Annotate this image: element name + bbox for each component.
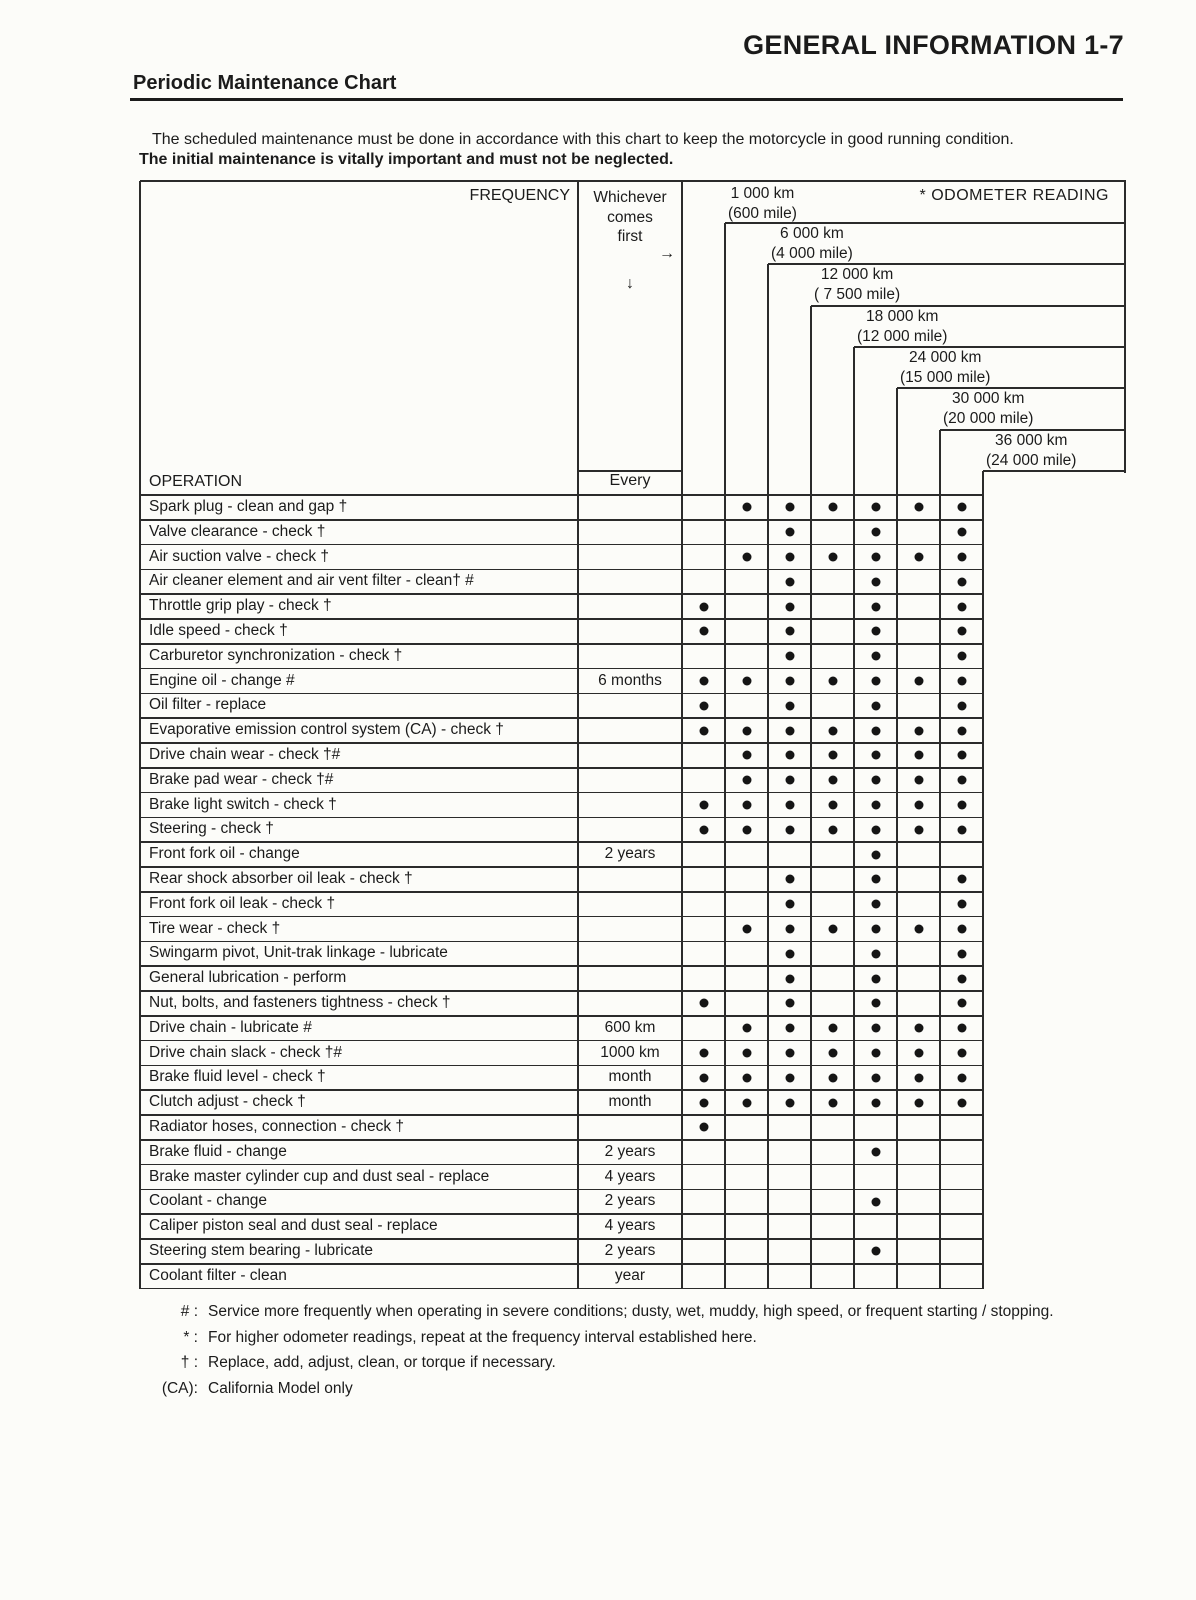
interval-dot	[828, 676, 837, 685]
operation-cell: Steering stem bearing - lubricate	[149, 1242, 374, 1259]
operation-cell: Spark plug - clean and gap †	[149, 498, 348, 515]
table-row	[140, 545, 985, 570]
operation-cell: Drive chain slack - check †#	[149, 1043, 342, 1061]
interval-dot	[828, 1048, 837, 1057]
interval-dot	[742, 800, 751, 809]
grid-line-h	[140, 916, 984, 918]
interval-dot	[871, 949, 880, 958]
grid-line-h	[140, 941, 984, 943]
operation-cell: Rear shock absorber oil leak - check †	[149, 870, 413, 887]
grid-line-h	[140, 990, 984, 992]
interval-mile-label: (4 000 mile)	[771, 244, 853, 262]
grid-line-h	[140, 668, 984, 670]
interval-dot	[914, 825, 923, 834]
interval-dot	[699, 627, 708, 636]
odometer-reading-heading: * ODOMETER READING	[919, 187, 1109, 204]
whichever-line-2: comes	[607, 208, 653, 226]
grid-line-h	[983, 470, 1126, 472]
footnote-text: Replace, add, adjust, clean, or torque if necessary.	[208, 1354, 556, 1371]
table-row	[140, 966, 985, 991]
interval-dot	[785, 1073, 794, 1082]
grid-line-v	[767, 264, 769, 1289]
operation-cell: Front fork oil - change	[149, 845, 300, 863]
grid-line-h	[897, 387, 1126, 389]
interval-dot	[957, 999, 966, 1008]
interval-dot	[957, 949, 966, 958]
interval-mile-label: (600 mile)	[728, 204, 797, 222]
grid-line-h	[140, 693, 984, 695]
footnote	[140, 1376, 1145, 1402]
interval-dot	[699, 800, 708, 809]
interval-dot	[871, 1247, 880, 1256]
interval-km-label: 6 000 km	[780, 225, 844, 242]
interval-km-label: 12 000 km	[820, 266, 894, 283]
interval-dot	[828, 1024, 837, 1033]
interval-dot	[871, 1024, 880, 1033]
table-row	[140, 743, 985, 768]
interval-dot	[828, 552, 837, 561]
section-title: Periodic Maintenance Chart	[133, 72, 397, 94]
interval-dot	[957, 825, 966, 834]
operation-cell: Throttle grip play - check †	[149, 597, 332, 615]
interval-dot	[828, 751, 837, 760]
operation-cell: Air suction valve - check †	[149, 547, 330, 565]
table-row	[140, 619, 985, 644]
operation-cell: Nut, bolts, and fasteners tightness - check †	[149, 994, 451, 1011]
interval-dot	[699, 726, 708, 735]
interval-dot	[828, 1098, 837, 1107]
interval-dot	[957, 1024, 966, 1033]
interval-mile-label: (20 000 mile)	[943, 409, 1034, 427]
operation-cell: Evaporative emission control system (CA) - check †	[149, 721, 504, 739]
table-row	[140, 1165, 985, 1190]
operation-column-label: OPERATION	[149, 473, 243, 490]
grid-line-h	[140, 1213, 984, 1215]
interval-dot	[957, 676, 966, 685]
interval-dot	[914, 552, 923, 561]
grid-line-h	[140, 1065, 984, 1067]
footnote-text: California Model only	[208, 1379, 353, 1397]
interval-dot	[742, 1048, 751, 1057]
interval-dot	[828, 924, 837, 933]
table-row	[140, 1115, 985, 1140]
page-header-title: GENERAL INFORMATION 1-7	[743, 30, 1124, 60]
grid-line-h	[140, 965, 984, 967]
interval-dot	[785, 552, 794, 561]
interval-dot	[699, 676, 708, 685]
footnote-marker: # :	[180, 1303, 198, 1320]
interval-dot	[871, 627, 880, 636]
interval-dot	[914, 676, 923, 685]
interval-dot	[914, 503, 923, 512]
interval-dot	[871, 528, 880, 537]
footnote	[140, 1350, 1145, 1376]
interval-dot	[871, 503, 880, 512]
every-cell: 2 years	[604, 1142, 656, 1160]
interval-dot	[957, 627, 966, 636]
interval-dot	[871, 825, 880, 834]
interval-dot	[785, 701, 794, 710]
interval-dot	[785, 676, 794, 685]
interval-dot	[785, 999, 794, 1008]
grid-line-v	[139, 181, 141, 1289]
interval-dot	[871, 676, 880, 685]
grid-line-h	[140, 593, 984, 595]
operation-cell: Clutch adjust - check †	[149, 1093, 306, 1111]
footnote	[140, 1299, 1145, 1325]
grid-line-h	[140, 866, 984, 868]
every-cell: 2 years	[604, 1192, 656, 1210]
interval-dot	[914, 924, 923, 933]
whichever-line-3: first	[617, 228, 643, 245]
operation-cell: Caliper piston seal and dust seal - replace	[149, 1217, 438, 1235]
grid-line-v	[681, 181, 683, 1289]
grid-line-h	[140, 1015, 984, 1017]
table-row	[140, 1041, 985, 1066]
grid-line-h	[140, 742, 984, 744]
interval-km-label: 36 000 km	[995, 432, 1068, 449]
table-row	[140, 1065, 985, 1090]
table-row	[140, 917, 985, 942]
every-cell: 6 months	[598, 671, 662, 689]
interval-dot	[957, 924, 966, 933]
grid-line-v	[896, 388, 898, 1289]
maintenance-table	[140, 181, 1130, 1293]
interval-dot	[785, 528, 794, 537]
table-row	[140, 644, 985, 669]
interval-dot	[957, 552, 966, 561]
interval-dot	[871, 652, 880, 661]
interval-dot	[914, 1098, 923, 1107]
interval-dot	[742, 825, 751, 834]
interval-dot	[785, 974, 794, 983]
grid-line-h	[140, 1089, 984, 1091]
every-cell: 2 years	[604, 845, 656, 863]
grid-line-h	[811, 305, 1126, 307]
operation-cell: Carburetor synchronization - check †	[149, 646, 403, 664]
grid-line-h	[140, 1114, 984, 1116]
grid-line-v	[577, 181, 579, 1289]
title-rule	[130, 98, 1123, 101]
interval-dot	[742, 552, 751, 561]
grid-line-h	[140, 1139, 984, 1141]
interval-mile-label: (15 000 mile)	[900, 368, 991, 386]
operation-cell: Air cleaner element and air vent filter - clean† #	[149, 572, 474, 590]
table-row	[140, 693, 985, 718]
table-row	[140, 991, 985, 1016]
interval-dot	[914, 800, 923, 809]
interval-dot	[699, 1073, 708, 1082]
table-row	[140, 817, 985, 842]
interval-dot	[957, 577, 966, 586]
table-row	[140, 1189, 985, 1214]
grid-line-h	[140, 519, 984, 521]
footnote-marker: * :	[183, 1328, 198, 1346]
every-cell: month	[608, 1093, 652, 1111]
interval-dot	[742, 776, 751, 785]
interval-dot	[871, 974, 880, 983]
interval-dot	[785, 1098, 794, 1107]
interval-dot	[699, 1048, 708, 1057]
operation-cell: Swingarm pivot, Unit-trak linkage - lubricate	[149, 944, 448, 962]
interval-dot	[957, 776, 966, 785]
every-cell: 4 years	[604, 1217, 656, 1235]
interval-dot	[785, 825, 794, 834]
interval-dot	[957, 701, 966, 710]
interval-dot	[871, 776, 880, 785]
interval-km-label: 1 000 km	[730, 185, 795, 202]
interval-dot	[828, 726, 837, 735]
interval-dot	[828, 800, 837, 809]
interval-dot	[871, 701, 880, 710]
interval-mile-label: (24 000 mile)	[986, 451, 1077, 469]
grid-line-h	[140, 180, 1126, 182]
grid-line-h	[140, 544, 984, 546]
interval-dot	[785, 577, 794, 586]
operation-cell: Drive chain wear - check †#	[149, 746, 341, 763]
table-row	[140, 1239, 985, 1264]
interval-dot	[785, 900, 794, 909]
interval-dot	[871, 1197, 880, 1206]
every-cell: 1000 km	[600, 1043, 660, 1061]
table-row	[140, 1016, 985, 1041]
table-row	[140, 1140, 985, 1165]
interval-dot	[957, 726, 966, 735]
interval-dot	[871, 726, 880, 735]
grid-line-h	[140, 1040, 984, 1042]
operation-cell: Brake fluid level - check †	[149, 1068, 326, 1086]
interval-dot	[785, 751, 794, 760]
footnote-marker: † :	[180, 1354, 198, 1371]
footnote-marker: (CA):	[161, 1379, 198, 1397]
grid-line-h	[140, 1288, 984, 1290]
interval-km-label: 30 000 km	[952, 390, 1025, 407]
grid-line-h	[140, 767, 984, 769]
interval-dot	[914, 726, 923, 735]
interval-dot	[957, 1098, 966, 1107]
every-cell: year	[614, 1266, 646, 1284]
interval-dot	[742, 751, 751, 760]
interval-dot	[699, 825, 708, 834]
intro-bold-text: The initial maintenance is vitally important and must not be neglected.	[139, 151, 674, 168]
interval-dot	[957, 1073, 966, 1082]
whichever-line-1: Whichever	[593, 189, 667, 206]
interval-dot	[742, 1098, 751, 1107]
operation-cell: Brake pad wear - check †#	[149, 770, 334, 788]
interval-dot	[914, 1048, 923, 1057]
interval-dot	[957, 875, 966, 884]
interval-dot	[699, 701, 708, 710]
interval-dot	[957, 900, 966, 909]
interval-dot	[871, 999, 880, 1008]
operation-cell: Brake fluid - change	[149, 1142, 287, 1160]
interval-dot	[871, 850, 880, 859]
footnote	[140, 1325, 1145, 1351]
operation-cell: Engine oil - change #	[149, 671, 295, 689]
interval-dot	[785, 875, 794, 884]
interval-dot	[871, 751, 880, 760]
grid-line-h	[140, 891, 984, 893]
grid-line-h	[140, 841, 984, 843]
interval-dot	[957, 1048, 966, 1057]
operation-cell: Steering - check †	[149, 820, 274, 838]
operation-cell: Front fork oil leak - check †	[149, 894, 336, 912]
operation-cell: Valve clearance - check †	[149, 522, 326, 540]
operation-cell: Oil filter - replace	[149, 696, 267, 714]
interval-dot	[914, 1024, 923, 1033]
operation-cell: Brake light switch - check †	[149, 795, 337, 813]
interval-dot	[742, 503, 751, 512]
operation-cell: Idle speed - check †	[149, 622, 288, 639]
operation-cell: Drive chain - lubricate #	[149, 1018, 312, 1036]
intro-text: The scheduled maintenance must be done in accordance with this chart to keep the motorcycle in good running condition.	[152, 131, 1014, 148]
grid-line-v	[724, 223, 726, 1289]
table-row	[140, 941, 985, 966]
table-row	[140, 495, 985, 520]
grid-line-h	[768, 263, 1126, 265]
interval-dot	[957, 800, 966, 809]
interval-dot	[871, 875, 880, 884]
arrow-right-icon: →	[659, 245, 675, 262]
arrow-down-icon: ↓	[626, 275, 634, 292]
interval-dot	[785, 652, 794, 661]
table-row	[140, 569, 985, 594]
every-cell: 2 years	[604, 1242, 656, 1259]
table-row	[140, 594, 985, 619]
interval-dot	[957, 602, 966, 611]
table-row	[140, 842, 985, 867]
grid-line-h	[140, 1164, 984, 1166]
footnotes	[140, 1299, 1145, 1401]
grid-line-h	[140, 643, 984, 645]
interval-dot	[871, 800, 880, 809]
interval-dot	[957, 652, 966, 661]
interval-dot	[871, 1148, 880, 1157]
interval-dot	[742, 726, 751, 735]
operation-cell: Radiator hoses, connection - check †	[149, 1118, 405, 1135]
grid-line-h	[140, 618, 984, 620]
interval-dot	[785, 726, 794, 735]
grid-line-h	[140, 494, 984, 496]
interval-mile-label: ( 7 500 mile)	[814, 285, 901, 303]
every-column-label: Every	[609, 472, 651, 489]
interval-dot	[828, 503, 837, 512]
interval-dot	[871, 1098, 880, 1107]
footnote-text: Service more frequently when operating in severe conditions; dusty, wet, muddy, high speed, or frequent starting / stopping.	[208, 1303, 1054, 1320]
table-row	[140, 867, 985, 892]
interval-dot	[871, 924, 880, 933]
every-cell: month	[608, 1068, 652, 1086]
interval-dot	[785, 1048, 794, 1057]
operation-cell: Coolant - change	[149, 1192, 268, 1210]
interval-dot	[785, 949, 794, 958]
table-row	[140, 1090, 985, 1115]
interval-dot	[742, 1024, 751, 1033]
footnote-text: For higher odometer readings, repeat at the frequency interval established here.	[208, 1328, 757, 1346]
interval-dot	[785, 1024, 794, 1033]
interval-dot	[871, 1048, 880, 1057]
table-row	[140, 793, 985, 818]
grid-line-h	[140, 1263, 984, 1265]
grid-line-h	[940, 429, 1126, 431]
interval-dot	[828, 825, 837, 834]
operation-cell: Tire wear - check †	[149, 919, 281, 937]
grid-line-h	[854, 346, 1126, 348]
grid-line-h	[140, 1238, 984, 1240]
interval-dot	[914, 1073, 923, 1082]
interval-dot	[699, 602, 708, 611]
interval-dot	[871, 577, 880, 586]
grid-line-h	[140, 569, 984, 571]
table-row	[140, 1264, 985, 1289]
grid-line-h	[140, 1189, 984, 1191]
interval-dot	[957, 503, 966, 512]
grid-line-h	[578, 470, 683, 472]
grid-line-v	[810, 306, 812, 1289]
interval-km-label: 18 000 km	[866, 308, 939, 325]
table-row	[140, 718, 985, 743]
frequency-label: FREQUENCY	[469, 187, 570, 204]
every-cell: 4 years	[604, 1167, 656, 1185]
table-row	[140, 1214, 985, 1239]
interval-dot	[828, 1073, 837, 1082]
interval-dot	[699, 999, 708, 1008]
interval-dot	[742, 676, 751, 685]
interval-dot	[871, 602, 880, 611]
interval-dot	[785, 800, 794, 809]
interval-dot	[914, 751, 923, 760]
grid-line-h	[725, 222, 1126, 224]
interval-dot	[785, 627, 794, 636]
interval-dot	[785, 776, 794, 785]
interval-dot	[871, 552, 880, 561]
interval-dot	[828, 776, 837, 785]
interval-dot	[871, 1073, 880, 1082]
operation-cell: General lubrication - perform	[149, 969, 347, 987]
table-row	[140, 669, 985, 694]
grid-line-h	[140, 792, 984, 794]
interval-mile-label: (12 000 mile)	[857, 327, 948, 345]
interval-dot	[785, 924, 794, 933]
interval-dot	[785, 503, 794, 512]
interval-dot	[699, 1123, 708, 1132]
interval-dot	[957, 528, 966, 537]
grid-line-h	[140, 817, 984, 819]
table-row	[140, 520, 985, 545]
interval-dot	[871, 900, 880, 909]
grid-line-h	[140, 717, 984, 719]
interval-dot	[914, 776, 923, 785]
interval-dot	[742, 924, 751, 933]
interval-dot	[699, 1098, 708, 1107]
every-cell: 600 km	[604, 1018, 656, 1036]
operation-cell: Brake master cylinder cup and dust seal - replace	[149, 1167, 490, 1185]
interval-dot	[957, 751, 966, 760]
interval-km-label: 24 000 km	[909, 349, 982, 366]
interval-dot	[742, 1073, 751, 1082]
operation-cell: Coolant filter - clean	[149, 1266, 287, 1284]
table-row	[140, 768, 985, 793]
interval-dot	[785, 602, 794, 611]
table-row	[140, 892, 985, 917]
interval-dot	[957, 974, 966, 983]
grid-line-v	[939, 430, 941, 1289]
